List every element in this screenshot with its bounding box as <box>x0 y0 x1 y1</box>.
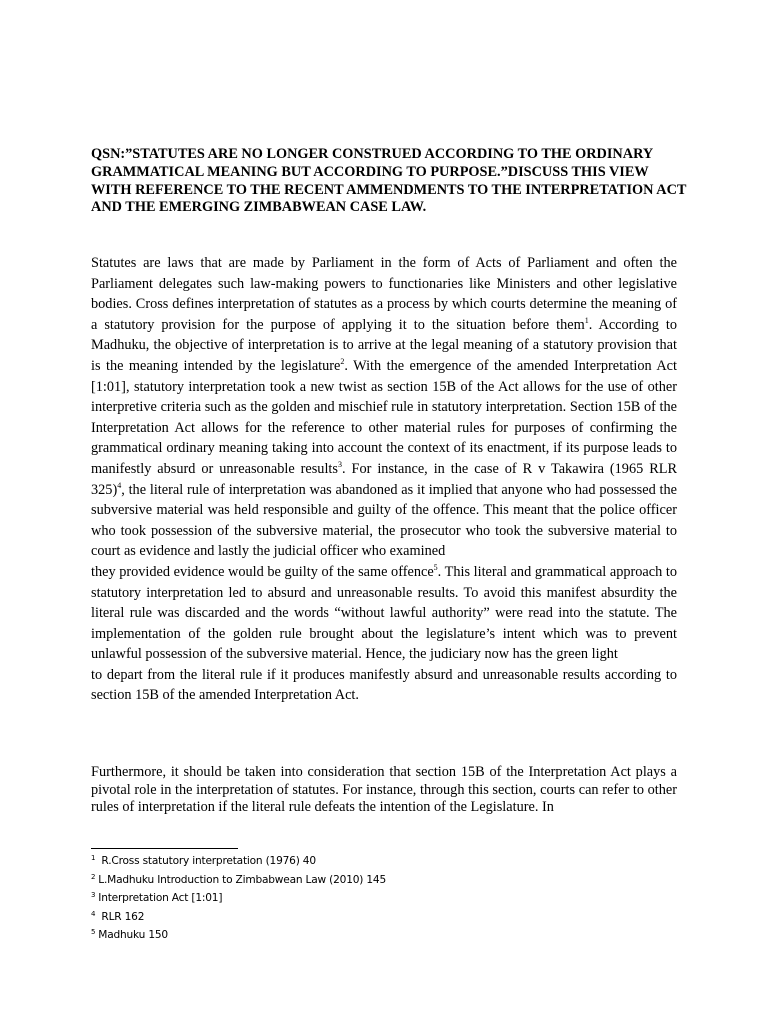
footnote-item <box>91 851 386 870</box>
footnote-item <box>91 925 386 944</box>
footnote-text: Interpretation Act [1:01] <box>98 892 223 904</box>
footnote-text: Madhuku 150 <box>98 929 168 941</box>
question-heading: QSN:”STATUTES ARE NO LONGER CONSTRUED ACCORDING TO THE ORDINARY GRAMMATICAL MEANING BUT ACCORDING TO PURPOSE.”DISCUSS THIS VIEW WITH REFERENCE TO THE RECENT AMMENDMENTS TO THE INTERPRETATION ACT AND THE EMERGING ZIMBABWEAN CASE LAW. <box>91 146 687 216</box>
footnote-reference[interactable]: 1 <box>584 315 589 325</box>
body-paragraph-2: Furthermore, it should be taken into consideration that section 15B of the Interpretation Act plays a pivotal role in the interpretation of statutes. For instance, through this section, courts can refer to other rules of interpretation if the literal rule defeats the intention of the Legislature. In <box>91 764 677 816</box>
body-paragraph-1 <box>91 253 677 706</box>
footnote-item <box>91 888 386 907</box>
footnote-reference[interactable]: 4 <box>117 480 122 490</box>
paragraph-text: . With the emergence of the amended Interpretation Act [1:01], statutory interpretation took a new twist as section 15B of the Act allows for the use of other interpretive criteria such as the golden and mischief rule in statutory interpretation. Section 15B of the Interpretation Act allows for the reference to other material rules for purposes of confirming the grammatical ordinary meaning taking into account the context of its enactment, if its purpose leads to manifestly absurd or unreasonable results <box>91 357 677 477</box>
footnote-list <box>91 851 386 944</box>
footnote-number: 1 <box>91 854 96 862</box>
paragraph-text: , the literal rule of interpretation was abandoned as it implied that anyone who had possessed the subversive material was held responsible and guilty of the offence. This meant that the police officer who took possession of the subversive material, the prosecutor who took the subversive material to court as evidence and lastly the judicial officer who examined <box>91 481 677 560</box>
footnote-number: 4 <box>91 909 96 918</box>
paragraph-text: they provided evidence would be guilty of the same offence <box>91 563 434 580</box>
paragraph-text: . For instance, in the case of R v Takawira (1965 RLR 325) <box>91 460 678 498</box>
footnote-number: 5 <box>91 928 96 936</box>
paragraph-text: . This literal and grammatical approach to statutory interpretation led to absurd and unreasonable results. To avoid this manifest absurdity the literal rule was discarded and the words “without lawful authority” were read into the statute. The implementation of the golden rule brought about the legislature’s intent which was to prevent unlawful possession of the subversive material. Hence, the judiciary now has the green light <box>91 563 678 663</box>
paragraph-text: Statutes are laws that are made by Parliament in the form of Acts of Parliament and often the Parliament delegates such law-making powers to functionaries like Ministers and other legislative bodies. Cross defines interpretation of statutes as a process by which courts determine the meaning of a statutory provision for the purpose of applying it to the situation before them <box>91 255 677 333</box>
footnote-reference[interactable]: 2 <box>340 356 345 366</box>
footnote-text: RLR 162 <box>98 910 145 923</box>
footnote-text: R.Cross statutory interpretation (1976) 40 <box>98 855 316 867</box>
footnote-item <box>91 907 386 926</box>
paragraph-text: . According to Madhuku, the objective of interpretation is to arrive at the legal meaning of a statutory provision that is the meaning intended by the legislature <box>91 316 677 374</box>
footnote-number: 2 <box>91 872 96 881</box>
footnote-reference[interactable]: 3 <box>337 459 342 469</box>
footnote-separator <box>91 848 238 849</box>
footnote-reference[interactable]: 5 <box>433 562 438 572</box>
footnote-number: 3 <box>91 891 96 899</box>
footnote-item <box>91 870 386 889</box>
paragraph-text: to depart from the literal rule if it produces manifestly absurd and unreasonable results according to section 15B of the amended Interpretation Act. <box>91 666 677 704</box>
footnote-text: L.Madhuku Introduction to Zimbabwean Law (2010) 145 <box>98 873 386 886</box>
